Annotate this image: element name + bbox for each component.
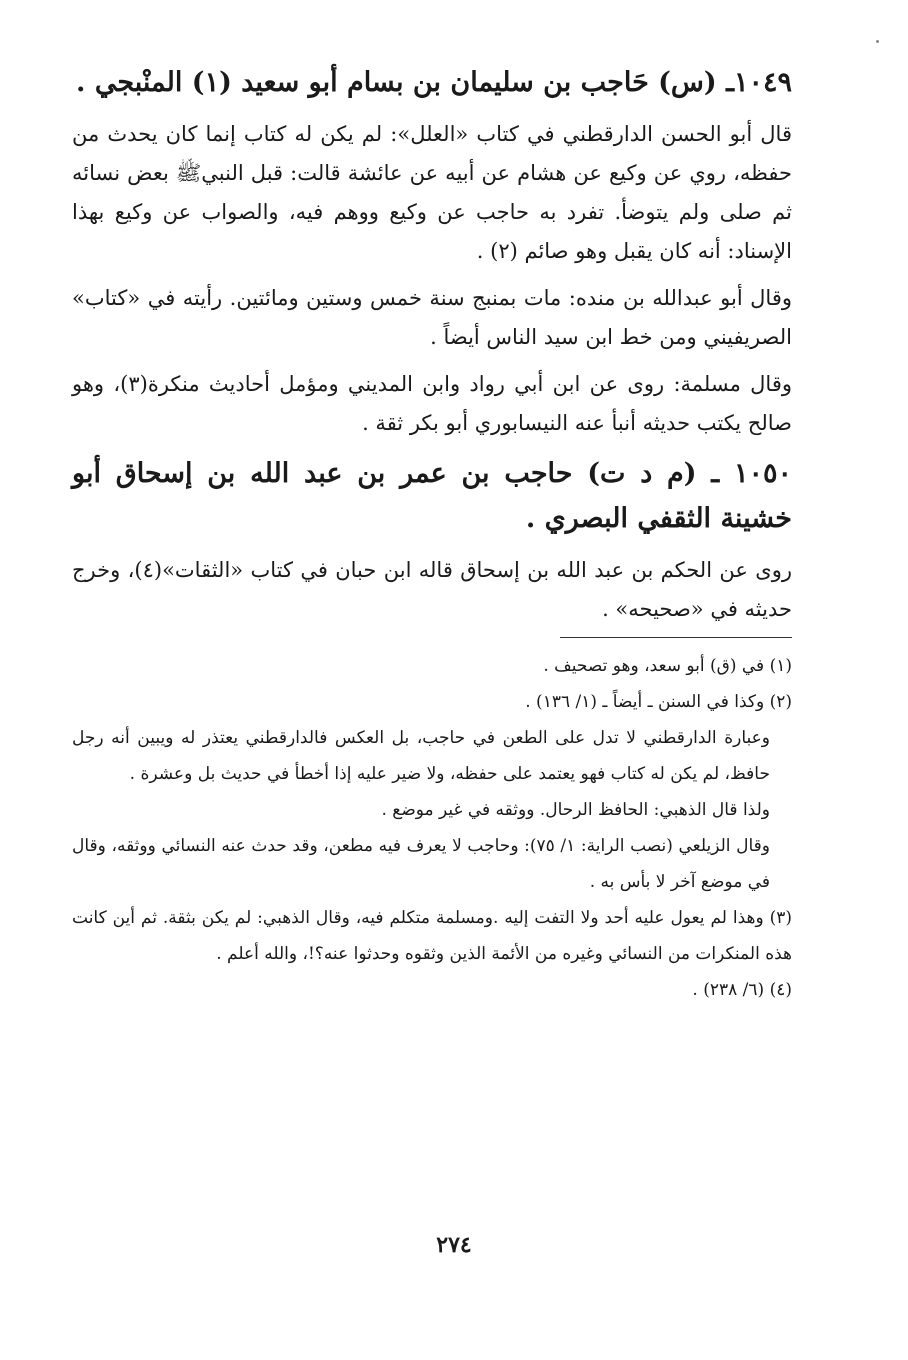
entry-paragraph: وقال أبو عبدالله بن منده: مات بمنبج سنة خمس وستين ومائتين. رأيته في «كتاب» الصريفيني ومن خط ابن سيد الناس أيضاً .: [72, 286, 792, 349]
footnotes: [72, 648, 792, 1008]
entry-paragraph: وقال مسلمة: روى عن ابن أبي رواد وابن المديني ومؤمل أحاديث منكرة(٣)، وهو صالح يكتب حديثه أنبأ عنه النيسابوري أبو بكر ثقة .: [72, 372, 792, 435]
footnote-divider: [560, 637, 792, 638]
entry-paragraph: قال أبو الحسن الدارقطني في كتاب «العلل»: لم يكن له كتاب إنما كان يحدث من حفظه، روي عن وكيع عن هشام عن أبيه عن عائشة قالت: قبل النبيﷺ بعض نسائه ثم صلى ولم يتوضأ. تفرد به حاجب عن وكيع ووهم فيه، والصواب عن وكيع بهذا الإسناد: أنه كان يقبل وهو صائم (٢) .: [72, 122, 792, 263]
footnote-continuation: وقال الزيلعي (نصب الراية: ١/ ٧٥): وحاجب لا يعرف فيه مطعن، وقد حدث عنه النسائي ووثقه، وقال في موضع آخر لا بأس به .: [72, 836, 771, 892]
entry-heading: ١٠٥٠ ـ (م د ت) حاجب بن عمر بن عبد الله بن إسحاق أبو خشينة الثقفي البصري .: [72, 458, 792, 534]
footnote: (١) في (ق) أبو سعد، وهو تصحيف .: [543, 656, 792, 676]
page-body: [72, 60, 792, 1008]
scan-speck: [876, 40, 879, 43]
footnote-continuation: ولذا قال الذهبي: الحافظ الرحال. ووثقه في غير موضع .: [381, 800, 770, 820]
footnote: (٢) وكذا في السنن ـ أيضاً ـ (١/ ١٣٦) .: [525, 692, 792, 712]
entry-1050: [72, 451, 792, 629]
entry-1049: [72, 60, 792, 443]
footnote: (٣) وهذا لم يعول عليه أحد ولا التفت إليه .ومسلمة متكلم فيه، وقال الذهبي: لم يكن بثقة. ثم أين كانت هذه المنكرات من النسائي وغيره من الأئمة الذين وثقوه وحدثوا عنه؟!، والله أعلم .: [72, 908, 792, 964]
footnote-continuation: وعبارة الدارقطني لا تدل على الطعن في حاجب، بل العكس فالدارقطني يعتذر له ويبين أنه رجل حافظ، لم يكن له كتاب فهو يعتمد على حفظه، ولا ضير عليه إذا أخطأ في حديث بل وعشرة .: [72, 728, 770, 784]
entry-paragraph: روى عن الحكم بن عبد الله بن إسحاق قاله ابن حبان في كتاب «الثقات»(٤)، وخرج حديثه في «صحيحه» .: [72, 558, 792, 621]
footnote: (٤) (٦/ ٢٣٨) .: [692, 980, 792, 1000]
entry-heading: ١٠٤٩ـ (س) حَاجب بن سليمان بن بسام أبو سعيد (١) المنْبجي .: [76, 67, 792, 98]
page-number: ٢٧٤: [436, 1232, 472, 1258]
